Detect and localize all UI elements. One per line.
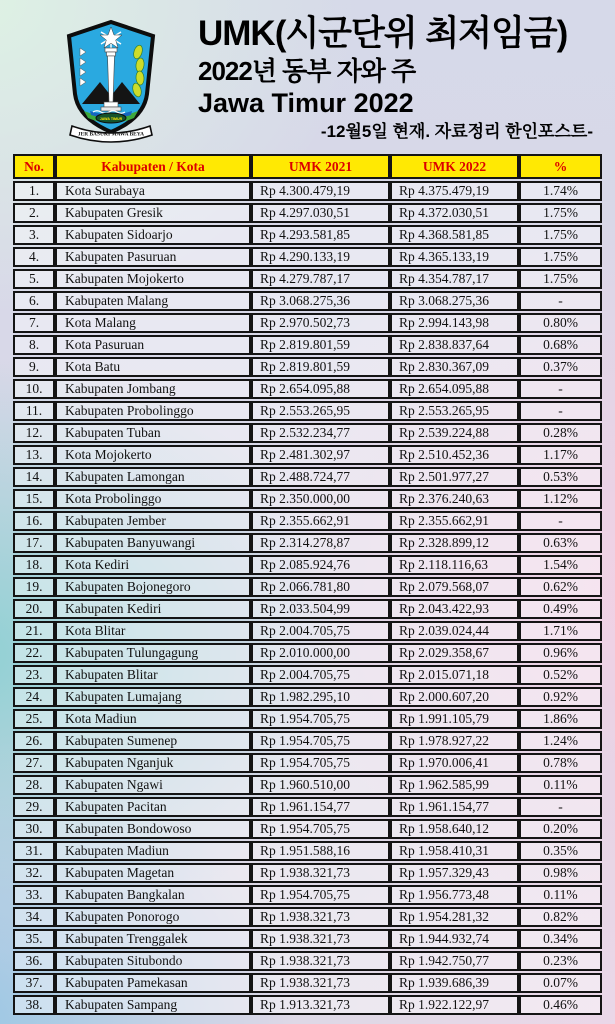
table-row <box>13 665 602 685</box>
cell-umk-2022: Rp 2.654.095,88 <box>390 379 519 399</box>
cell-umk-2022: Rp 1.939.686,39 <box>390 973 519 993</box>
table-container <box>0 150 615 1017</box>
cell-umk-2022: Rp 2.376.240,63 <box>390 489 519 509</box>
cell-no: 37. <box>13 973 55 993</box>
cell-region: Kabupaten Nganjuk <box>55 753 251 773</box>
cell-umk-2021: Rp 2.066.781,80 <box>251 577 390 597</box>
table-row <box>13 445 602 465</box>
table-header-row <box>13 154 602 179</box>
cell-no: 26. <box>13 731 55 751</box>
cell-umk-2021: Rp 2.819.801,59 <box>251 357 390 377</box>
cell-region: Kabupaten Jember <box>55 511 251 531</box>
table-row <box>13 269 602 289</box>
table-row <box>13 731 602 751</box>
table-row <box>13 863 602 883</box>
column-header: No. <box>13 154 55 179</box>
cell-no: 22. <box>13 643 55 663</box>
cell-umk-2022: Rp 1.961.154,77 <box>390 797 519 817</box>
cell-no: 12. <box>13 423 55 443</box>
cell-umk-2022: Rp 2.079.568,07 <box>390 577 519 597</box>
cell-region: Kabupaten Jombang <box>55 379 251 399</box>
cell-umk-2021: Rp 2.355.662,91 <box>251 511 390 531</box>
cell-no: 11. <box>13 401 55 421</box>
cell-umk-2021: Rp 4.293.581,85 <box>251 225 390 245</box>
cell-no: 18. <box>13 555 55 575</box>
cell-umk-2021: Rp 2.004.705,75 <box>251 665 390 685</box>
cell-umk-2022: Rp 2.838.837,64 <box>390 335 519 355</box>
cell-no: 5. <box>13 269 55 289</box>
table-row <box>13 841 602 861</box>
table-row <box>13 203 602 223</box>
cell-region: Kota Madiun <box>55 709 251 729</box>
cell-percent: 0.49% <box>519 599 602 619</box>
cell-percent: 1.17% <box>519 445 602 465</box>
cell-umk-2022: Rp 1.954.281,32 <box>390 907 519 927</box>
cell-region: Kota Surabaya <box>55 181 251 201</box>
cell-no: 38. <box>13 995 55 1015</box>
cell-umk-2021: Rp 2.010.000,00 <box>251 643 390 663</box>
cell-region: Kabupaten Gresik <box>55 203 251 223</box>
poster-subtitle-english: Jawa Timur 2022 <box>198 88 414 118</box>
cell-no: 36. <box>13 951 55 971</box>
cell-percent: 1.71% <box>519 621 602 641</box>
table-row <box>13 401 602 421</box>
cell-umk-2021: Rp 2.033.504,99 <box>251 599 390 619</box>
cell-percent: 0.52% <box>519 665 602 685</box>
cell-percent: - <box>519 401 602 421</box>
table-row <box>13 357 602 377</box>
cell-no: 31. <box>13 841 55 861</box>
cell-no: 33. <box>13 885 55 905</box>
table-row <box>13 379 602 399</box>
cell-percent: 1.75% <box>519 269 602 289</box>
table-row <box>13 511 602 531</box>
cell-umk-2022: Rp 1.970.006,41 <box>390 753 519 773</box>
cell-umk-2022: Rp 2.510.452,36 <box>390 445 519 465</box>
table-row <box>13 599 602 619</box>
column-header: % <box>519 154 602 179</box>
cell-umk-2021: Rp 2.314.278,87 <box>251 533 390 553</box>
cell-percent: - <box>519 511 602 531</box>
jawa-timur-emblem-logo <box>62 12 162 150</box>
cell-umk-2022: Rp 4.365.133,19 <box>390 247 519 267</box>
cell-no: 8. <box>13 335 55 355</box>
cell-no: 25. <box>13 709 55 729</box>
table-row <box>13 885 602 905</box>
cell-percent: 0.23% <box>519 951 602 971</box>
cell-region: Kabupaten Bondowoso <box>55 819 251 839</box>
cell-umk-2021: Rp 2.553.265,95 <box>251 401 390 421</box>
cell-region: Kabupaten Situbondo <box>55 951 251 971</box>
cell-no: 9. <box>13 357 55 377</box>
cell-percent: 0.78% <box>519 753 602 773</box>
cell-no: 28. <box>13 775 55 795</box>
cell-umk-2021: Rp 4.300.479,19 <box>251 181 390 201</box>
cell-region: Kabupaten Trenggalek <box>55 929 251 949</box>
cell-no: 7. <box>13 313 55 333</box>
cell-no: 14. <box>13 467 55 487</box>
cell-umk-2022: Rp 2.501.977,27 <box>390 467 519 487</box>
cell-percent: 0.37% <box>519 357 602 377</box>
poster-header <box>0 0 615 150</box>
cell-region: Kabupaten Bojonegoro <box>55 577 251 597</box>
cell-no: 6. <box>13 291 55 311</box>
cell-umk-2021: Rp 1.913.321,73 <box>251 995 390 1015</box>
cell-umk-2022: Rp 2.000.607,20 <box>390 687 519 707</box>
table-row <box>13 951 602 971</box>
cell-no: 1. <box>13 181 55 201</box>
cell-no: 27. <box>13 753 55 773</box>
cell-umk-2022: Rp 4.354.787,17 <box>390 269 519 289</box>
cell-umk-2022: Rp 2.043.422,93 <box>390 599 519 619</box>
cell-umk-2021: Rp 1.951.588,16 <box>251 841 390 861</box>
cell-percent: 1.75% <box>519 203 602 223</box>
cell-no: 19. <box>13 577 55 597</box>
cell-no: 15. <box>13 489 55 509</box>
table-row <box>13 973 602 993</box>
cell-percent: 1.86% <box>519 709 602 729</box>
cell-percent: 0.63% <box>519 533 602 553</box>
cell-percent: - <box>519 291 602 311</box>
cell-umk-2021: Rp 1.954.705,75 <box>251 731 390 751</box>
cell-percent: 1.74% <box>519 181 602 201</box>
cell-region: Kota Malang <box>55 313 251 333</box>
cell-umk-2021: Rp 1.938.321,73 <box>251 863 390 883</box>
cell-region: Kabupaten Pacitan <box>55 797 251 817</box>
cell-no: 29. <box>13 797 55 817</box>
cell-umk-2021: Rp 2.085.924,76 <box>251 555 390 575</box>
cell-no: 10. <box>13 379 55 399</box>
cell-no: 17. <box>13 533 55 553</box>
cell-region: Kabupaten Banyuwangi <box>55 533 251 553</box>
cell-percent: 0.53% <box>519 467 602 487</box>
table-row <box>13 643 602 663</box>
cell-umk-2021: Rp 2.970.502,73 <box>251 313 390 333</box>
cell-no: 23. <box>13 665 55 685</box>
cell-percent: 0.11% <box>519 885 602 905</box>
cell-umk-2022: Rp 2.539.224,88 <box>390 423 519 443</box>
cell-region: Kabupaten Tulungagung <box>55 643 251 663</box>
cell-region: Kabupaten Blitar <box>55 665 251 685</box>
cell-umk-2022: Rp 2.830.367,09 <box>390 357 519 377</box>
poster-source-note: -12월5일 현재. 자료정리 한인포스트- <box>320 122 593 141</box>
cell-umk-2021: Rp 4.297.030,51 <box>251 203 390 223</box>
table-row <box>13 907 602 927</box>
cell-percent: 1.12% <box>519 489 602 509</box>
cell-umk-2021: Rp 1.954.705,75 <box>251 885 390 905</box>
cell-percent: 0.80% <box>519 313 602 333</box>
cell-percent: - <box>519 379 602 399</box>
cell-umk-2022: Rp 2.553.265,95 <box>390 401 519 421</box>
table-row <box>13 335 602 355</box>
cell-region: Kabupaten Mojokerto <box>55 269 251 289</box>
cell-percent: 0.68% <box>519 335 602 355</box>
cell-umk-2021: Rp 1.954.705,75 <box>251 753 390 773</box>
cell-no: 16. <box>13 511 55 531</box>
cell-umk-2021: Rp 2.654.095,88 <box>251 379 390 399</box>
table-row <box>13 423 602 443</box>
table-row <box>13 621 602 641</box>
cell-region: Kabupaten Ponorogo <box>55 907 251 927</box>
cell-no: 13. <box>13 445 55 465</box>
cell-region: Kabupaten Ngawi <box>55 775 251 795</box>
cell-umk-2022: Rp 2.029.358,67 <box>390 643 519 663</box>
table-row <box>13 687 602 707</box>
cell-percent: 0.35% <box>519 841 602 861</box>
table-row <box>13 555 602 575</box>
cell-umk-2021: Rp 1.982.295,10 <box>251 687 390 707</box>
cell-umk-2021: Rp 1.938.321,73 <box>251 907 390 927</box>
poster-title: UMK(시군단위 최저임금) <box>198 14 568 53</box>
cell-umk-2021: Rp 2.350.000,00 <box>251 489 390 509</box>
cell-umk-2022: Rp 1.991.105,79 <box>390 709 519 729</box>
cell-region: Kabupaten Malang <box>55 291 251 311</box>
cell-no: 20. <box>13 599 55 619</box>
cell-no: 4. <box>13 247 55 267</box>
cell-percent: 0.92% <box>519 687 602 707</box>
logo-banner-label: JAWA TIMUR <box>99 117 123 121</box>
table-row <box>13 709 602 729</box>
cell-umk-2021: Rp 2.819.801,59 <box>251 335 390 355</box>
cell-region: Kabupaten Sampang <box>55 995 251 1015</box>
table-row <box>13 247 602 267</box>
cell-region: Kabupaten Lumajang <box>55 687 251 707</box>
cell-region: Kota Kediri <box>55 555 251 575</box>
cell-percent: 1.75% <box>519 247 602 267</box>
cell-umk-2022: Rp 1.978.927,22 <box>390 731 519 751</box>
cell-percent: 1.24% <box>519 731 602 751</box>
cell-umk-2021: Rp 4.279.787,17 <box>251 269 390 289</box>
cell-percent: 1.75% <box>519 225 602 245</box>
cell-umk-2021: Rp 1.938.321,73 <box>251 951 390 971</box>
cell-percent: - <box>519 797 602 817</box>
column-header: UMK 2022 <box>390 154 519 179</box>
cell-umk-2021: Rp 2.004.705,75 <box>251 621 390 641</box>
cell-umk-2022: Rp 2.015.071,18 <box>390 665 519 685</box>
cell-region: Kabupaten Sumenep <box>55 731 251 751</box>
table-row <box>13 819 602 839</box>
cell-region: Kabupaten Sidoarjo <box>55 225 251 245</box>
cell-umk-2022: Rp 2.355.662,91 <box>390 511 519 531</box>
cell-umk-2022: Rp 4.375.479,19 <box>390 181 519 201</box>
cell-umk-2022: Rp 1.957.329,43 <box>390 863 519 883</box>
cell-no: 34. <box>13 907 55 927</box>
cell-percent: 0.28% <box>519 423 602 443</box>
cell-umk-2021: Rp 1.938.321,73 <box>251 929 390 949</box>
cell-region: Kabupaten Madiun <box>55 841 251 861</box>
table-row <box>13 225 602 245</box>
cell-no: 35. <box>13 929 55 949</box>
cell-umk-2022: Rp 1.922.122,97 <box>390 995 519 1015</box>
jawa-timur-emblem-icon <box>62 18 160 146</box>
cell-umk-2021: Rp 2.481.302,97 <box>251 445 390 465</box>
cell-percent: 1.54% <box>519 555 602 575</box>
table-row <box>13 291 602 311</box>
cell-umk-2022: Rp 2.118.116,63 <box>390 555 519 575</box>
cell-no: 24. <box>13 687 55 707</box>
cell-umk-2022: Rp 1.944.932,74 <box>390 929 519 949</box>
table-row <box>13 797 602 817</box>
table-row <box>13 995 602 1015</box>
cell-region: Kota Batu <box>55 357 251 377</box>
cell-no: 32. <box>13 863 55 883</box>
cell-umk-2021: Rp 3.068.275,36 <box>251 291 390 311</box>
cell-percent: 0.07% <box>519 973 602 993</box>
table-row <box>13 775 602 795</box>
cell-region: Kabupaten Magetan <box>55 863 251 883</box>
cell-percent: 0.46% <box>519 995 602 1015</box>
cell-umk-2022: Rp 2.328.899,12 <box>390 533 519 553</box>
cell-region: Kabupaten Tuban <box>55 423 251 443</box>
cell-region: Kota Mojokerto <box>55 445 251 465</box>
title-block <box>198 12 605 150</box>
cell-region: Kabupaten Probolinggo <box>55 401 251 421</box>
table-row <box>13 577 602 597</box>
cell-umk-2021: Rp 1.938.321,73 <box>251 973 390 993</box>
cell-region: Kabupaten Bangkalan <box>55 885 251 905</box>
cell-umk-2021: Rp 1.960.510,00 <box>251 775 390 795</box>
cell-no: 3. <box>13 225 55 245</box>
cell-umk-2022: Rp 1.958.640,12 <box>390 819 519 839</box>
cell-region: Kota Pasuruan <box>55 335 251 355</box>
logo-motto-text: JER BASUKI MAWA BEYA <box>77 131 145 138</box>
cell-umk-2022: Rp 1.962.585,99 <box>390 775 519 795</box>
table-row <box>13 929 602 949</box>
cell-umk-2022: Rp 4.372.030,51 <box>390 203 519 223</box>
column-header: Kabupaten / Kota <box>55 154 251 179</box>
cell-percent: 0.82% <box>519 907 602 927</box>
cell-umk-2021: Rp 1.954.705,75 <box>251 819 390 839</box>
cell-percent: 0.98% <box>519 863 602 883</box>
cell-umk-2021: Rp 2.532.234,77 <box>251 423 390 443</box>
cell-umk-2021: Rp 2.488.724,77 <box>251 467 390 487</box>
umk-table <box>13 152 602 1017</box>
cell-percent: 0.96% <box>519 643 602 663</box>
cell-region: Kabupaten Pasuruan <box>55 247 251 267</box>
cell-region: Kabupaten Pamekasan <box>55 973 251 993</box>
cell-region: Kabupaten Lamongan <box>55 467 251 487</box>
column-header: UMK 2021 <box>251 154 390 179</box>
cell-region: Kota Blitar <box>55 621 251 641</box>
table-row <box>13 533 602 553</box>
table-row <box>13 181 602 201</box>
table-row <box>13 489 602 509</box>
cell-umk-2021: Rp 4.290.133,19 <box>251 247 390 267</box>
cell-percent: 0.20% <box>519 819 602 839</box>
cell-percent: 0.11% <box>519 775 602 795</box>
cell-umk-2022: Rp 2.994.143,98 <box>390 313 519 333</box>
poster-subtitle-korean: 2022년 동부 자와 주 <box>198 56 416 86</box>
table-row <box>13 313 602 333</box>
cell-umk-2022: Rp 1.958.410,31 <box>390 841 519 861</box>
cell-umk-2021: Rp 1.954.705,75 <box>251 709 390 729</box>
cell-region: Kabupaten Kediri <box>55 599 251 619</box>
cell-umk-2022: Rp 1.956.773,48 <box>390 885 519 905</box>
cell-no: 2. <box>13 203 55 223</box>
cell-umk-2022: Rp 3.068.275,36 <box>390 291 519 311</box>
table-row <box>13 753 602 773</box>
cell-umk-2022: Rp 4.368.581,85 <box>390 225 519 245</box>
cell-percent: 0.62% <box>519 577 602 597</box>
cell-percent: 0.34% <box>519 929 602 949</box>
cell-umk-2021: Rp 1.961.154,77 <box>251 797 390 817</box>
cell-umk-2022: Rp 1.942.750,77 <box>390 951 519 971</box>
cell-region: Kota Probolinggo <box>55 489 251 509</box>
cell-umk-2022: Rp 2.039.024,44 <box>390 621 519 641</box>
table-row <box>13 467 602 487</box>
cell-no: 21. <box>13 621 55 641</box>
cell-no: 30. <box>13 819 55 839</box>
